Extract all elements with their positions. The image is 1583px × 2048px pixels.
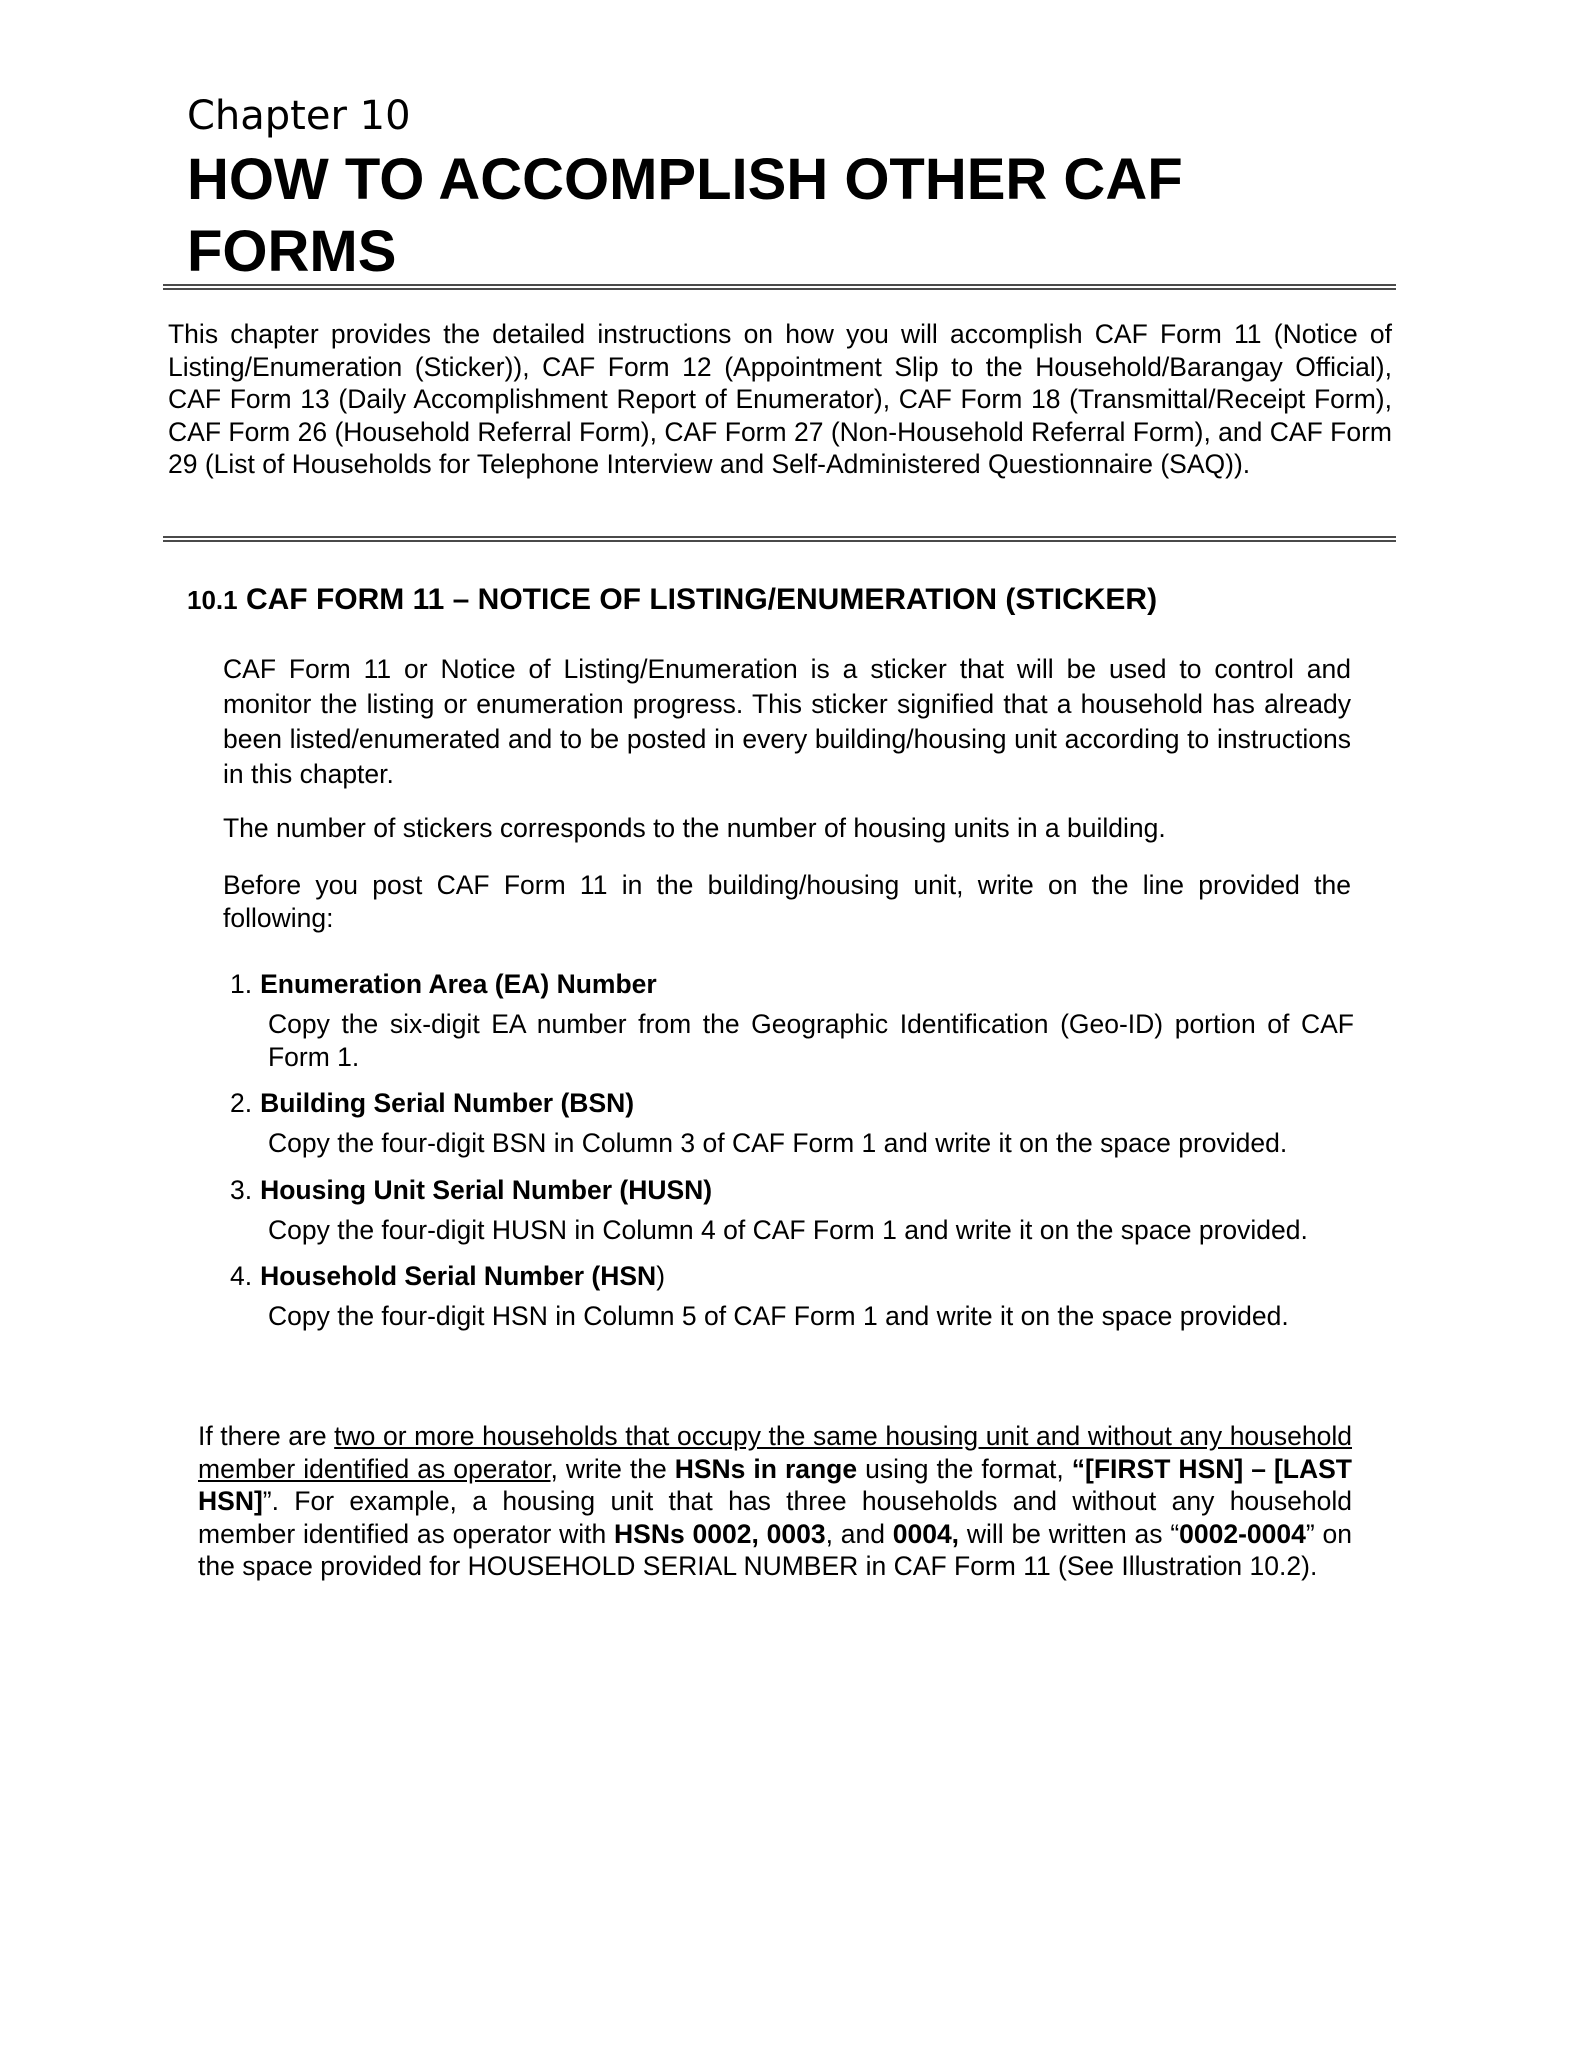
text-run: , and	[825, 1518, 893, 1549]
list-item-number: 2.	[230, 1088, 253, 1118]
section-number: 10.1	[187, 585, 238, 615]
section-paragraph-2: The number of stickers corresponds to the number of housing units in a building.	[223, 813, 1166, 843]
list-item-body: Copy the four-digit HSN in Column 5 of CAF Form 1 and write it on the space provided.	[268, 1301, 1289, 1331]
text-run: , write the	[550, 1453, 675, 1484]
list-item-title: Building Serial Number (BSN)	[260, 1088, 635, 1118]
underlined-run: two or more households that occupy the same housing unit and without any household member identified as operator	[198, 1421, 1352, 1484]
list-item-number: 4.	[230, 1261, 253, 1291]
top-divider	[163, 284, 1396, 290]
chapter-label: Chapter 10	[187, 93, 411, 139]
list-item-body: Copy the four-digit HUSN in Column 4 of CAF Form 1 and write it on the space provided.	[268, 1214, 1308, 1245]
list-item-heading	[230, 966, 1354, 1002]
section-paragraph-3: Before you post CAF Form 11 in the building/housing unit, write on the line provided the following:	[223, 870, 1351, 933]
list-item	[230, 1085, 1354, 1160]
list-item-title: Household Serial Number (HSN	[260, 1261, 657, 1291]
list-item	[230, 1172, 1354, 1247]
bold-run: HSNs 0002, 0003	[614, 1518, 826, 1549]
bold-run: “[FIRST HSN] – [LAST HSN]	[198, 1453, 1352, 1516]
bottom-divider	[163, 536, 1396, 542]
text-run: If there are	[198, 1421, 335, 1451]
text-run: ” on the space provided for HOUSEHOLD SERIAL NUMBER in CAF Form 11 (See Illustration 10.2).	[198, 1518, 1352, 1581]
list-item	[230, 1258, 1354, 1333]
list-item-body: Copy the four-digit BSN in Column 3 of CAF Form 1 and write it on the space provided.	[268, 1128, 1288, 1158]
section-paragraph-1: CAF Form 11 or Notice of Listing/Enumeration is a sticker that will be used to control and monitor the listing or enumeration progress. This sticker signified that a household has already been listed/enumerated and to be posted in every building/housing unit according to instructions in this chapter.	[223, 654, 1351, 789]
hsn-range-paragraph	[198, 1420, 1352, 1583]
bold-run: 0004,	[892, 1518, 960, 1549]
text-run: ”. For example, a housing unit that has three households and without any household member identified as operator with	[198, 1486, 1352, 1549]
section-heading	[187, 580, 1157, 620]
list-item-title: Housing Unit Serial Number (HUSN)	[260, 1174, 713, 1205]
list-item-number: 1.	[230, 969, 253, 999]
bold-run: HSNs in range	[674, 1453, 858, 1484]
required-fields-list	[230, 966, 1354, 1345]
text-run: using the format,	[857, 1453, 1072, 1484]
chapter-intro: This chapter provides the detailed instructions on how you will accomplish CAF Form 11 (Notice of Listing/Enumeration (Sticker)), CAF Form 12 (Appointment Slip to the Household/Barangay Official), CAF Form 13 (Daily Accomplishment Report of Enumerator), CAF Form 18 (Transmittal/Receipt Form), CAF Form 26 (Household Referral Form), CAF Form 27 (Non-Household Referral Form), and CAF Form 29 (List of Households for Telephone Interview and Self-Administered Questionnaire (SAQ)).	[168, 319, 1392, 479]
section-title: CAF FORM 11 – NOTICE OF LISTING/ENUMERATION (STICKER)	[245, 583, 1158, 616]
chapter-title: HOW TO ACCOMPLISH OTHER CAF FORMS	[187, 147, 1183, 284]
list-item-title: Enumeration Area (EA) Number	[260, 969, 657, 999]
list-item	[230, 966, 1354, 1073]
list-item-heading	[230, 1085, 1354, 1121]
list-item-heading	[230, 1258, 1354, 1294]
list-item-title-suffix: )	[656, 1261, 666, 1291]
list-item-heading	[230, 1172, 1354, 1208]
list-item-number: 3.	[230, 1174, 253, 1205]
list-item-body: Copy the six-digit EA number from the Geographic Identification (Geo-ID) portion of CAF Form 1.	[268, 1009, 1354, 1072]
bold-run: 0002-0004	[1179, 1518, 1306, 1549]
text-run: will be written as “	[959, 1518, 1180, 1549]
